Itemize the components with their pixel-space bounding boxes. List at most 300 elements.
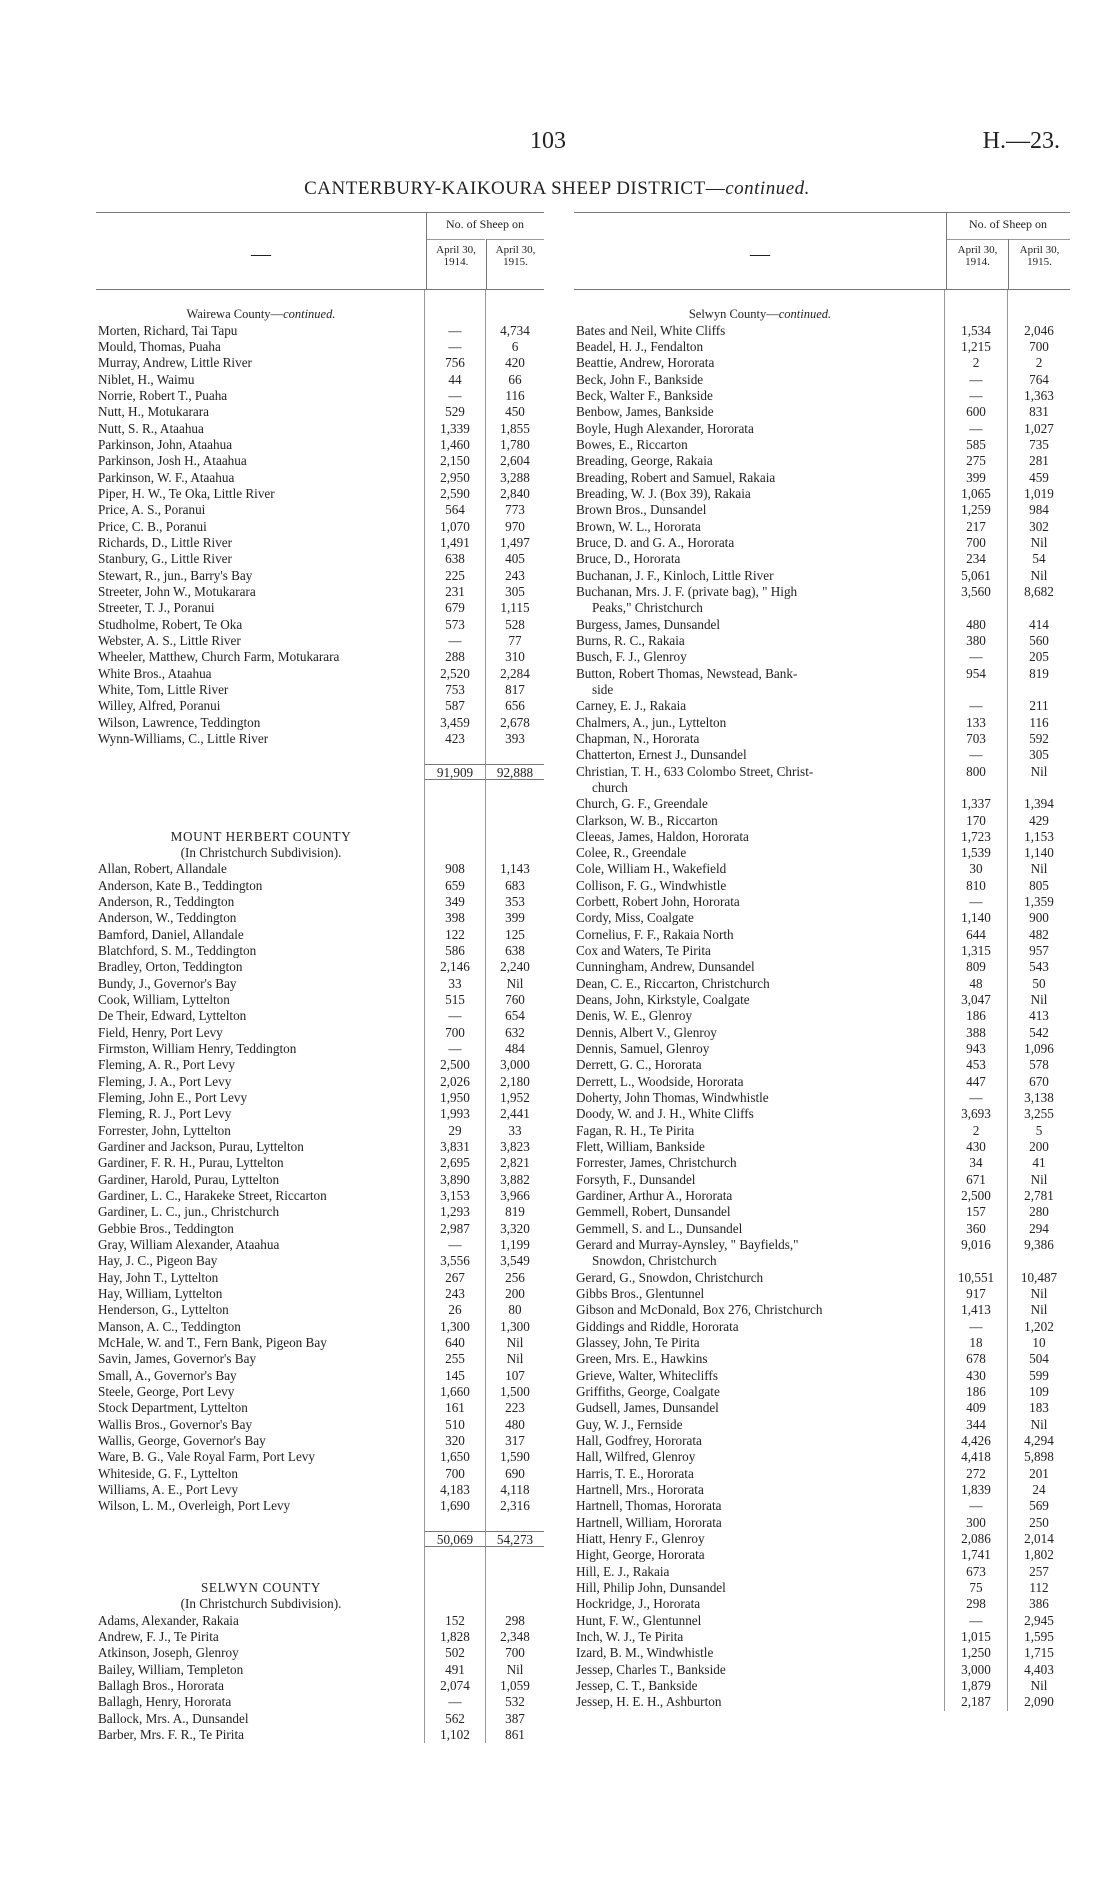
- owner-name: [96, 764, 424, 780]
- owner-name: [574, 649, 944, 665]
- owner-name: [96, 568, 424, 584]
- table-row: [574, 1008, 1070, 1024]
- owner-name-text: Bruce, D., Hororata: [576, 551, 681, 567]
- owner-name: [96, 1286, 424, 1302]
- sheep-1914: [944, 306, 1007, 322]
- header-col-1914: April 30, 1914.: [427, 239, 485, 268]
- table-row: [96, 715, 544, 731]
- sheep-1915: 2,348: [485, 1629, 544, 1645]
- sheep-1914: 398: [424, 910, 485, 926]
- owner-name: [96, 910, 424, 926]
- owner-name: [574, 1613, 944, 1629]
- table-row: [574, 1074, 1070, 1090]
- sheep-1914: 1,650: [424, 1449, 485, 1465]
- sheep-1915: 569: [1007, 1498, 1070, 1514]
- sheep-1915: 305: [1007, 747, 1070, 763]
- table-row: [96, 1286, 544, 1302]
- owner-name-text: Firmston, William Henry, Teddington: [98, 1041, 297, 1057]
- owner-name: [96, 1596, 424, 1612]
- owner-name: [96, 1433, 424, 1449]
- owner-name: [96, 698, 424, 714]
- owner-name-text: (In Christchurch Subdivision).: [180, 845, 342, 861]
- owner-name-text: Selwyn County—: [688, 307, 779, 322]
- sheep-1914: 133: [944, 715, 1007, 731]
- table-row: [96, 1564, 544, 1580]
- table-row: [96, 486, 544, 502]
- sheep-1914: 1,690: [424, 1498, 485, 1514]
- table-header: [574, 212, 1070, 290]
- owner-name: [574, 421, 944, 437]
- owner-name: [96, 1384, 424, 1400]
- table-row: [96, 1057, 544, 1073]
- sheep-1915: 5: [1007, 1123, 1070, 1139]
- sheep-1914: 1,993: [424, 1106, 485, 1122]
- sheep-1915: 3,966: [485, 1188, 544, 1204]
- table-row: [96, 1482, 544, 1498]
- table-row: [574, 1400, 1070, 1416]
- table-row: [96, 1335, 544, 1351]
- owner-name: [574, 1270, 944, 1286]
- sheep-1914: 4,426: [944, 1433, 1007, 1449]
- owner-name: [96, 584, 424, 600]
- sheep-1914: 644: [944, 927, 1007, 943]
- sheep-1914: [424, 845, 485, 861]
- table-row: [574, 617, 1070, 633]
- sheep-1915: Nil: [1007, 1302, 1070, 1318]
- owner-name: [574, 470, 944, 486]
- table-row: [96, 1384, 544, 1400]
- owner-name-text: Fleming, R. J., Port Levy: [98, 1106, 232, 1122]
- owner-name-text: Derrett, G. C., Hororata: [576, 1057, 702, 1073]
- table-row: [96, 1515, 544, 1531]
- sheep-1914: [424, 1564, 485, 1580]
- table-row: [574, 1694, 1070, 1710]
- total-row: [96, 764, 544, 780]
- sheep-1915: Nil: [1007, 1417, 1070, 1433]
- sheep-1915: 459: [1007, 470, 1070, 486]
- owner-name: [96, 1482, 424, 1498]
- table-row: [96, 1074, 544, 1090]
- sheep-1914: 2,026: [424, 1074, 485, 1090]
- sheep-1915: 773: [485, 502, 544, 518]
- owner-name: [96, 1025, 424, 1041]
- table-row: [96, 372, 544, 388]
- sheep-1914: 659: [424, 878, 485, 894]
- sheep-1915: 281: [1007, 453, 1070, 469]
- sheep-1915: Nil: [1007, 1172, 1070, 1188]
- owner-name-text: Inch, W. J., Te Pirita: [576, 1628, 684, 1644]
- sheep-1915: [485, 1596, 544, 1612]
- table-row: [96, 1253, 544, 1269]
- sheep-1915: 386: [1007, 1596, 1070, 1612]
- owner-name-text: Wairewa County—: [186, 307, 284, 322]
- sheep-1914: 3,047: [944, 992, 1007, 1008]
- sheep-1914: [424, 780, 485, 796]
- owner-name: [96, 1123, 424, 1139]
- table-row: [96, 1237, 544, 1253]
- owner-name: [96, 617, 424, 633]
- sheep-1914: 700: [944, 535, 1007, 551]
- sheep-1914: [944, 1253, 1007, 1269]
- sheep-1914: —: [424, 323, 485, 339]
- owner-name: [574, 959, 944, 975]
- owner-name: [96, 894, 424, 910]
- owner-name: [96, 1139, 424, 1155]
- owner-name: [96, 1629, 424, 1645]
- owner-name-text: Corbett, Robert John, Hororata: [576, 894, 740, 910]
- table-row: [574, 992, 1070, 1008]
- sheep-1915: 2,046: [1007, 323, 1070, 339]
- sheep-1914: 908: [424, 861, 485, 877]
- sheep-1915: 1,952: [485, 1090, 544, 1106]
- owner-name-text: Cook, William, Lyttelton: [98, 992, 230, 1008]
- owner-name-text: Barber, Mrs. F. R., Te Pirita: [98, 1726, 244, 1742]
- sheep-1914: 1,491: [424, 535, 485, 551]
- sheep-1915: 1,202: [1007, 1319, 1070, 1335]
- table-row: [96, 1449, 544, 1465]
- sheep-1915: 66: [485, 372, 544, 388]
- owner-name: [574, 1694, 944, 1710]
- sheep-1915: [485, 1564, 544, 1580]
- owner-name: [96, 666, 424, 682]
- table-row: [574, 1449, 1070, 1465]
- sheep-1914: 515: [424, 992, 485, 1008]
- owner-name: [96, 1090, 424, 1106]
- table-row: [96, 1727, 544, 1743]
- owner-name-text: MOUNT HERBERT COUNTY: [170, 828, 352, 844]
- sheep-1914: 2,500: [944, 1188, 1007, 1204]
- sheep-1915: 54,273: [485, 1531, 544, 1547]
- owner-name-text: Beck, John F., Bankside: [576, 371, 704, 387]
- title-continued: continued.: [725, 178, 810, 199]
- table-row: [96, 437, 544, 453]
- table-row: [574, 421, 1070, 437]
- table-row: [574, 372, 1070, 388]
- sheep-1914: 29: [424, 1123, 485, 1139]
- table-row: [574, 1172, 1070, 1188]
- sheep-1914: —: [944, 1090, 1007, 1106]
- table-row: [574, 519, 1070, 535]
- sheep-1915: 656: [485, 698, 544, 714]
- owner-name-text: White, Tom, Little River: [98, 681, 229, 697]
- table-row: [574, 1417, 1070, 1433]
- table-row: [96, 1090, 544, 1106]
- owner-name-text: Anderson, R., Teddington: [98, 894, 235, 910]
- sheep-1915: 2,821: [485, 1155, 544, 1171]
- sheep-1914: 1,259: [944, 502, 1007, 518]
- owner-name: [574, 1678, 944, 1694]
- owner-name-text: Henderson, G., Lyttelton: [98, 1302, 229, 1318]
- owner-name-text: Hall, Godfrey, Hororata: [576, 1432, 702, 1448]
- sheep-1915: 116: [1007, 715, 1070, 731]
- owner-name: [574, 1025, 944, 1041]
- owner-name-text: Hartnell, William, Hororata: [576, 1514, 722, 1530]
- sheep-1914: 1,828: [424, 1629, 485, 1645]
- table-row: [574, 894, 1070, 910]
- sheep-1915: [485, 306, 544, 322]
- table-row: [574, 1270, 1070, 1286]
- table-row: [96, 1466, 544, 1482]
- owner-name-text: Guy, W. J., Fernside: [576, 1416, 683, 1432]
- continued-label: continued.: [283, 307, 336, 322]
- sheep-1915: 532: [485, 1694, 544, 1710]
- owner-name: [574, 1221, 944, 1237]
- owner-name-text: Andrew, F. J., Te Pirita: [98, 1628, 219, 1644]
- table-row: [574, 764, 1070, 780]
- sheep-1914: 678: [944, 1351, 1007, 1367]
- owner-name-text: Hay, J. C., Pigeon Bay: [98, 1253, 218, 1269]
- sheep-1915: 900: [1007, 910, 1070, 926]
- sheep-1915: 2,441: [485, 1106, 544, 1122]
- owner-name-text: White Bros., Ataahua: [98, 665, 212, 681]
- owner-name-text: Bowes, E., Riccarton: [576, 436, 688, 452]
- owner-name: [574, 1319, 944, 1335]
- table-row: [574, 1057, 1070, 1073]
- table-row: [574, 339, 1070, 355]
- sheep-1915: 2,180: [485, 1074, 544, 1090]
- owner-name-text: Webster, A. S., Little River: [98, 632, 241, 648]
- owner-name: [96, 731, 424, 747]
- sheep-1914: [424, 1515, 485, 1531]
- table-row: [96, 943, 544, 959]
- owner-name-text: Stanbury, G., Little River: [98, 551, 232, 567]
- owner-name: [574, 1008, 944, 1024]
- sheep-1914: 447: [944, 1074, 1007, 1090]
- sheep-1914: 152: [424, 1613, 485, 1629]
- sheep-1914: 30: [944, 861, 1007, 877]
- owner-name-text: Burns, R. C., Rakaia: [576, 632, 685, 648]
- sheep-1915: 256: [485, 1270, 544, 1286]
- table-row: [96, 1417, 544, 1433]
- owner-name: [96, 1368, 424, 1384]
- sheep-1915: 298: [485, 1613, 544, 1629]
- owner-name-text: Mould, Thomas, Puaha: [98, 338, 221, 354]
- owner-name: [574, 535, 944, 551]
- sheep-1914: [944, 780, 1007, 796]
- sheep-1915: 387: [485, 1711, 544, 1727]
- sheep-1915: 6: [485, 339, 544, 355]
- sheep-1914: 917: [944, 1286, 1007, 1302]
- table-row: [96, 453, 544, 469]
- sheep-1915: 92,888: [485, 764, 544, 780]
- owner-name: [574, 1482, 944, 1498]
- table-row: [96, 600, 544, 616]
- owner-name: [96, 290, 424, 306]
- owner-name-text: Bradley, Orton, Teddington: [98, 959, 243, 975]
- owner-name: [574, 1629, 944, 1645]
- owner-name-text: De Their, Edward, Lyttelton: [98, 1008, 247, 1024]
- owner-name-text: Gerard and Murray-Aynsley, " Bayfields,": [576, 1237, 799, 1253]
- owner-name-text: Gerard, G., Snowdon, Christchurch: [576, 1269, 764, 1285]
- sheep-1914: 502: [424, 1645, 485, 1661]
- sheep-1915: 638: [485, 943, 544, 959]
- owner-name: [574, 1090, 944, 1106]
- table-row: [574, 1596, 1070, 1612]
- table-row: [574, 1531, 1070, 1547]
- sheep-1915: 125: [485, 927, 544, 943]
- table-row: [96, 551, 544, 567]
- owner-name-text: Ballagh, Henry, Hororata: [98, 1694, 232, 1710]
- sheep-1914: 810: [944, 878, 1007, 894]
- sheep-1914: 753: [424, 682, 485, 698]
- owner-name: [574, 1155, 944, 1171]
- sheep-1914: 453: [944, 1057, 1007, 1073]
- table-row: [574, 1155, 1070, 1171]
- table-row: [96, 1498, 544, 1514]
- table-row: [574, 715, 1070, 731]
- sheep-1914: 2,146: [424, 959, 485, 975]
- owner-name: [96, 1335, 424, 1351]
- table-row: [574, 1662, 1070, 1678]
- sheep-1915: [1007, 306, 1070, 322]
- sheep-1914: 409: [944, 1400, 1007, 1416]
- table-row: [96, 1221, 544, 1237]
- owner-name-text: Streeter, John W., Motukarara: [98, 583, 256, 599]
- owner-name-text: Ware, B. G., Vale Royal Farm, Port Levy: [98, 1449, 315, 1465]
- owner-name-text: Doherty, John Thomas, Windwhistle: [576, 1090, 769, 1106]
- owner-name-text: Snowdon, Christchurch: [592, 1253, 717, 1269]
- sheep-1914: 275: [944, 453, 1007, 469]
- sheep-1914: 2,500: [424, 1057, 485, 1073]
- table-row: [574, 1335, 1070, 1351]
- owner-name-text: Church, G. F., Greendale: [576, 796, 708, 812]
- sheep-1915: 484: [485, 1041, 544, 1057]
- sheep-1915: 116: [485, 388, 544, 404]
- table-row: [96, 976, 544, 992]
- sheep-1914: 1,839: [944, 1482, 1007, 1498]
- sheep-1915: Nil: [485, 1335, 544, 1351]
- header-no-of-sheep: No. of Sheep on: [446, 217, 524, 231]
- sheep-1915: 1,590: [485, 1449, 544, 1465]
- owner-name: [574, 1596, 944, 1612]
- owner-name-text: Fleming, A. R., Port Levy: [98, 1057, 236, 1073]
- table-row: [96, 502, 544, 518]
- owner-name: [574, 992, 944, 1008]
- sheep-1915: 420: [485, 355, 544, 371]
- header-dash: —: [750, 243, 770, 265]
- owner-name-text: Field, Henry, Port Levy: [98, 1024, 223, 1040]
- sheep-1914: 231: [424, 584, 485, 600]
- owner-name-text: Gebbie Bros., Teddington: [98, 1220, 234, 1236]
- table-row: [96, 568, 544, 584]
- owner-name-text: Harris, T. E., Hororata: [576, 1465, 694, 1481]
- owner-name-text: Gemmell, S. and L., Dunsandel: [576, 1220, 743, 1236]
- owner-name-text: Small, A., Governor's Bay: [98, 1367, 237, 1383]
- owner-name: [574, 1139, 944, 1155]
- sheep-1914: —: [424, 1237, 485, 1253]
- table-row: [574, 1237, 1070, 1253]
- owner-name: [96, 486, 424, 502]
- owner-name-text: Steele, George, Port Levy: [98, 1383, 235, 1399]
- sheep-1915: 77: [485, 633, 544, 649]
- table-row: [96, 1302, 544, 1318]
- owner-name: [574, 306, 944, 322]
- owner-name: [574, 698, 944, 714]
- sheep-1914: 2,074: [424, 1678, 485, 1694]
- table-row: [96, 992, 544, 1008]
- owner-name-text: Stock Department, Lyttelton: [98, 1400, 248, 1416]
- owner-name-text: Savin, James, Governor's Bay: [98, 1351, 257, 1367]
- sheep-1915: 8,682: [1007, 584, 1070, 600]
- table-row: [574, 1286, 1070, 1302]
- owner-name-text: Murray, Andrew, Little River: [98, 355, 252, 371]
- sheep-1914: 1,879: [944, 1678, 1007, 1694]
- owner-name-text: McHale, W. and T., Fern Bank, Pigeon Bay: [98, 1335, 327, 1350]
- sheep-1915: 2,090: [1007, 1694, 1070, 1710]
- table-row: [574, 437, 1070, 453]
- sheep-1914: 10,551: [944, 1270, 1007, 1286]
- owner-name: [574, 1302, 944, 1318]
- owner-name: [574, 1645, 944, 1661]
- sheep-1915: 2,284: [485, 666, 544, 682]
- left-rows: [96, 290, 544, 1743]
- table-row: [574, 959, 1070, 975]
- sheep-1914: 1,065: [944, 486, 1007, 502]
- sheep-1914: 587: [424, 698, 485, 714]
- owner-name: [96, 404, 424, 420]
- sheep-1914: [424, 1547, 485, 1563]
- table-row: [574, 1090, 1070, 1106]
- owner-name-text: Streeter, T. J., Poranui: [98, 600, 215, 616]
- sheep-1914: 145: [424, 1368, 485, 1384]
- owner-name-text: Hunt, F. W., Glentunnel: [576, 1612, 702, 1628]
- owner-name: [574, 1172, 944, 1188]
- sheep-1915: 2,316: [485, 1498, 544, 1514]
- sheep-1914: 1,250: [944, 1645, 1007, 1661]
- owner-name: [96, 470, 424, 486]
- sheep-1915: 805: [1007, 878, 1070, 894]
- sheep-1914: —: [424, 1008, 485, 1024]
- sheep-1915: [485, 747, 544, 763]
- table-row: [574, 1498, 1070, 1514]
- sheep-1914: —: [944, 894, 1007, 910]
- owner-name-text: Hight, George, Hororata: [576, 1547, 705, 1563]
- sheep-1914: 491: [424, 1662, 485, 1678]
- table-row: [96, 747, 544, 763]
- table-row: [96, 519, 544, 535]
- owner-name-text: Bates and Neil, White Cliffs: [576, 322, 726, 338]
- owner-name-text: Christian, T. H., 633 Colombo Street, Christ-: [576, 763, 814, 779]
- sheep-1914: 234: [944, 551, 1007, 567]
- sheep-1915: Nil: [1007, 764, 1070, 780]
- sheep-1915: [485, 1547, 544, 1563]
- sheep-1914: 18: [944, 1335, 1007, 1351]
- owner-name: [96, 1351, 424, 1367]
- sheep-1914: 388: [944, 1025, 1007, 1041]
- sheep-1915: 3,138: [1007, 1090, 1070, 1106]
- table-row: [96, 731, 544, 747]
- sheep-1914: 2,987: [424, 1221, 485, 1237]
- owner-name-text: Gardiner, L. C., jun., Christchurch: [98, 1204, 280, 1220]
- sheep-1915: 294: [1007, 1221, 1070, 1237]
- owner-name-text: Gibson and McDonald, Box 276, Christchurch: [576, 1302, 823, 1318]
- owner-name: [96, 976, 424, 992]
- owner-name-text: Button, Robert Thomas, Newstead, Bank-: [576, 665, 798, 681]
- sheep-1914: [944, 682, 1007, 698]
- table-row: [574, 404, 1070, 420]
- sheep-1915: 4,294: [1007, 1433, 1070, 1449]
- owner-name: [96, 1041, 424, 1057]
- sheep-1914: 33: [424, 976, 485, 992]
- owner-name: [96, 1155, 424, 1171]
- sheep-1915: Nil: [485, 1662, 544, 1678]
- table-row: [96, 1433, 544, 1449]
- sheep-1915: 1,394: [1007, 796, 1070, 812]
- owner-name: [574, 764, 944, 780]
- table-row: [96, 796, 544, 812]
- table-row: [96, 1319, 544, 1335]
- table-row: [574, 666, 1070, 682]
